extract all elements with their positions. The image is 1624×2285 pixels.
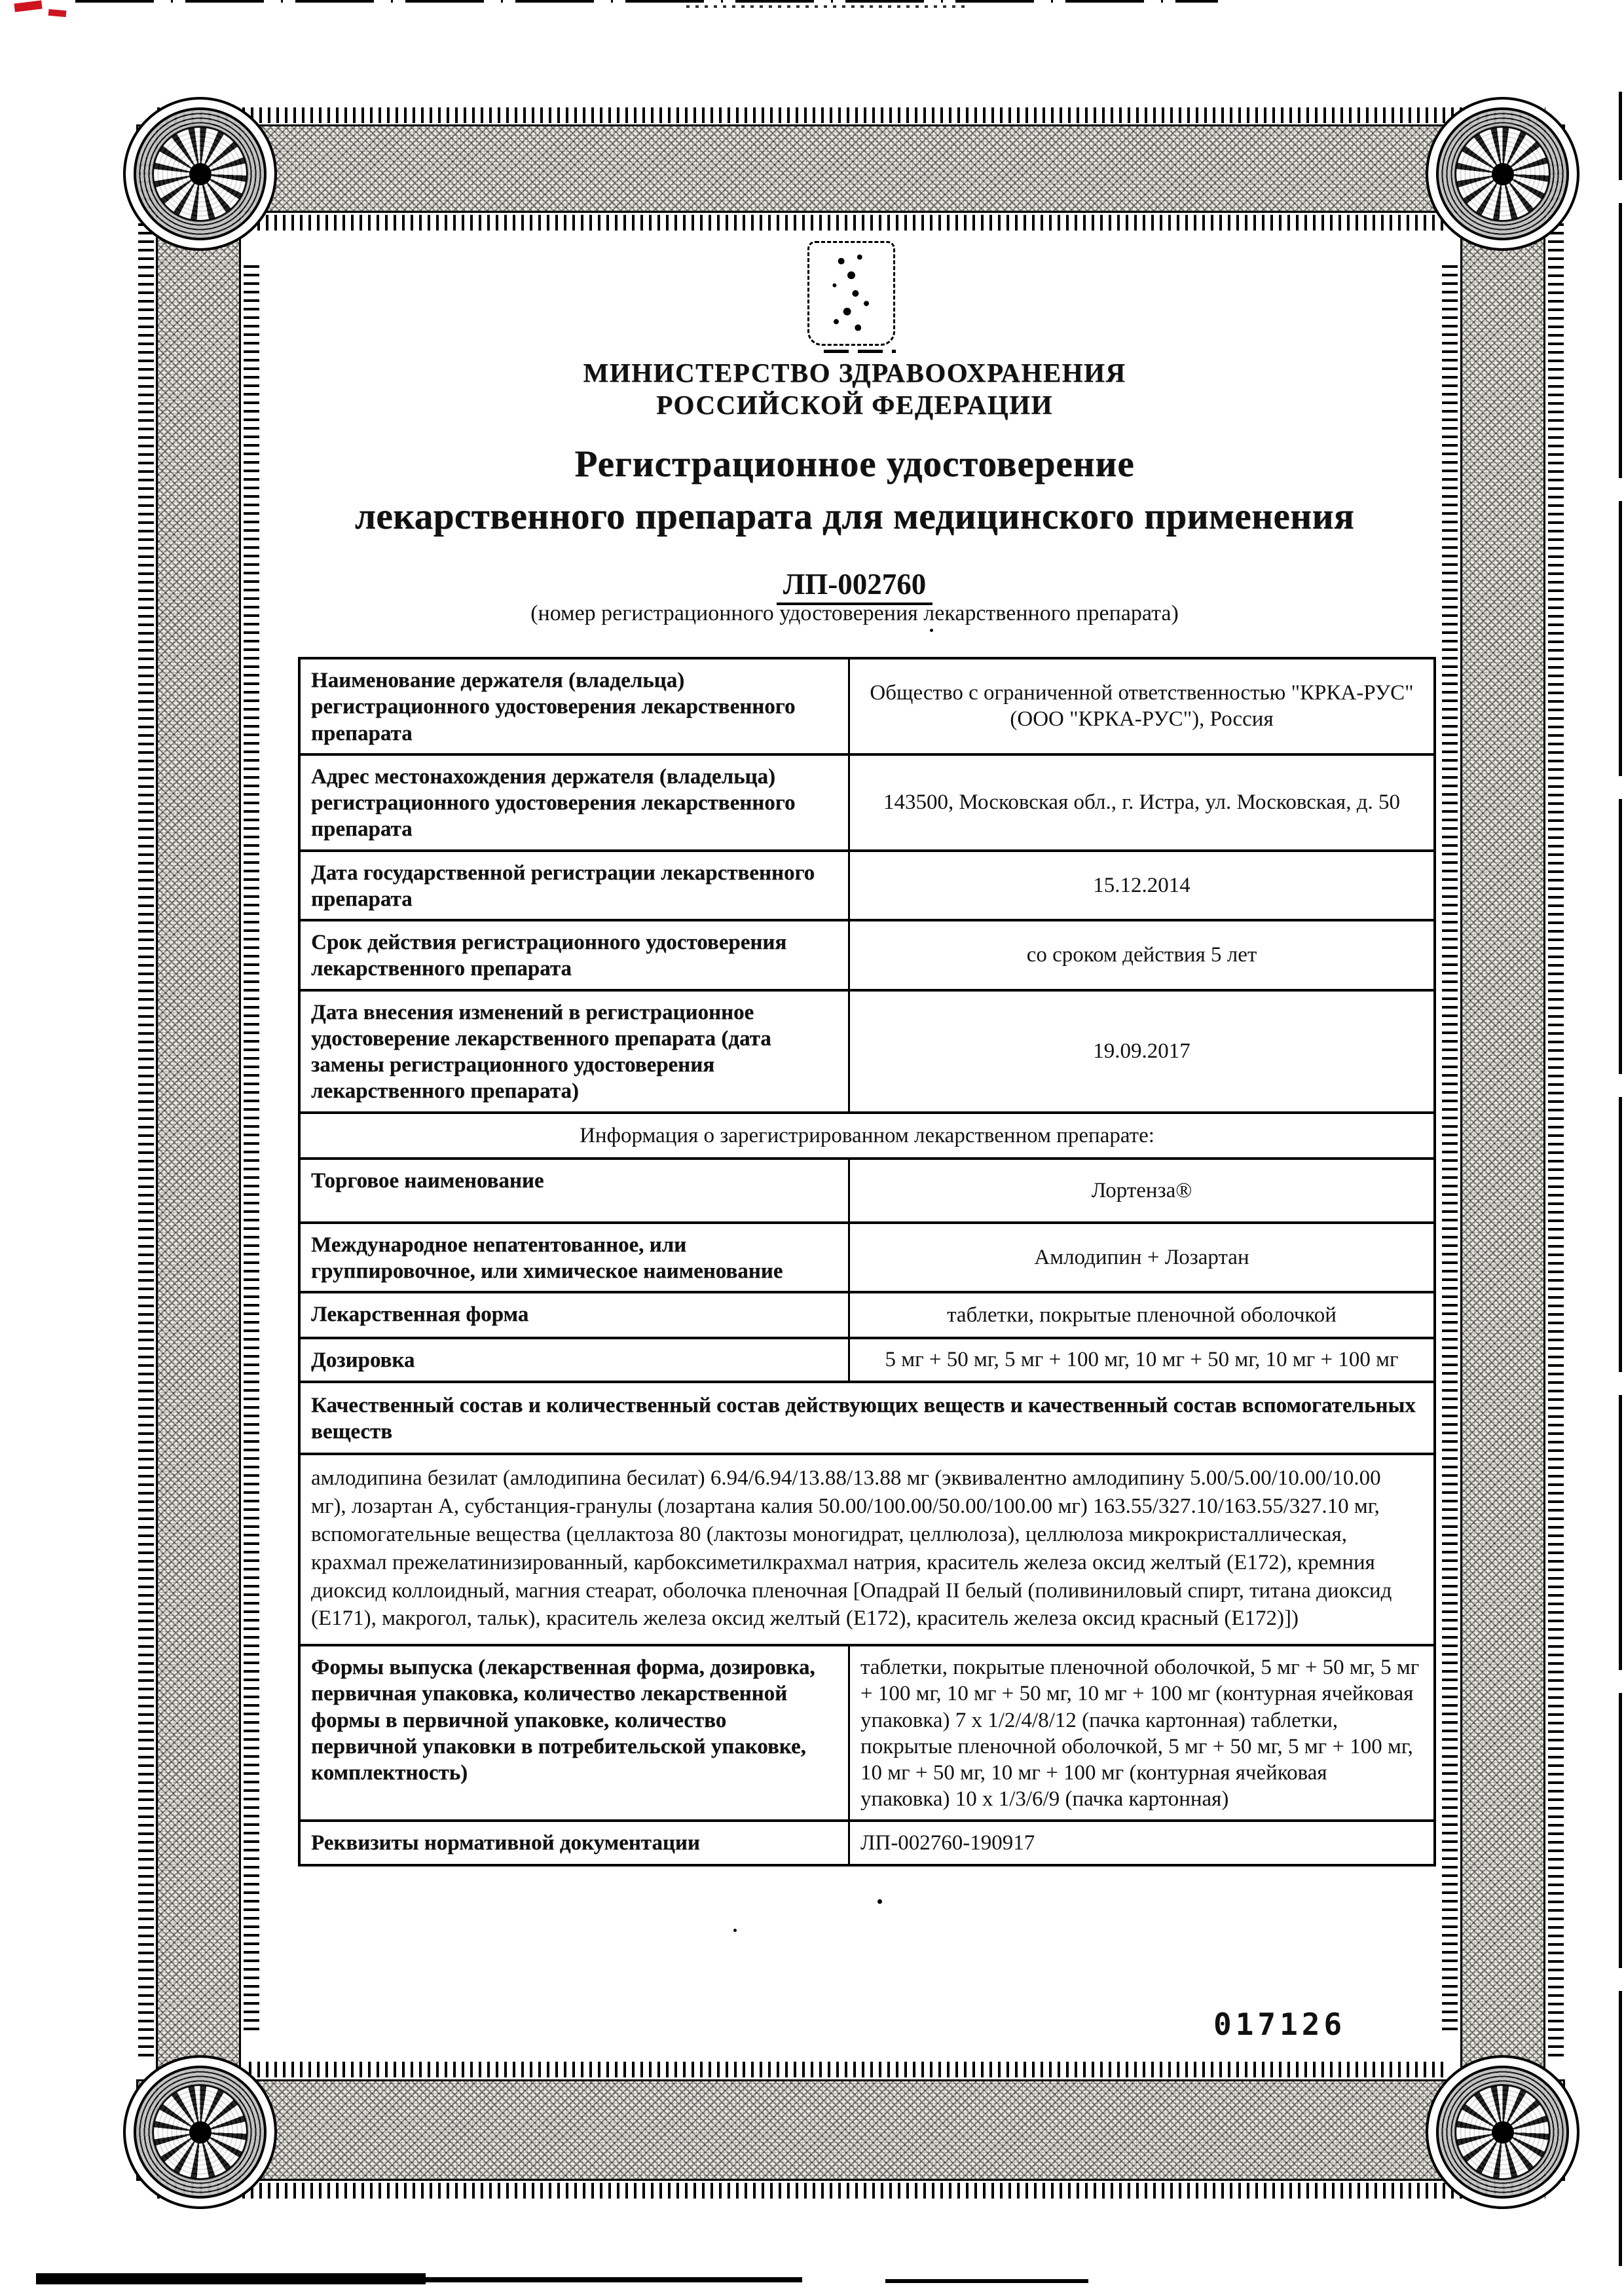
row-label: Дата внесения изменений в регистрационное удостоверение лекарственного препарата (дата замены регистрационного удостоверения лекарственного препарата) (301, 992, 850, 1111)
table-row-composition-text: амлодипина безилат (амлодипина бесилат) 6.94/6.94/13.88/13.88 мг (эквивалентно амлодипину 5.00/5.00/10.00/10.00 мг), лозартан А, субстанция-гранулы (лозартана калия 50.00/100.00/50.00/100.00 мг) 163.55/327.10/163.55/327.10 мг, вспомогательные вещества (целлактоза 80 (лактозы моногидрат, целлюлоза), целлюлоза микрокристаллическая, крахмал прежелатинизированный, карбоксиметилкрахмал натрия, краситель железа оксид желтый (Е172), кремния диоксид коллоидный, магния стеарат, оболочка пленочная [Опадрай II белый (поливиниловый спирт, титана диоксид (Е171), макрогол, тальк), краситель железа оксид желтый (Е172), краситель железа оксид красный (Е172)]) (301, 1453, 1433, 1644)
border-fringe (249, 2062, 1447, 2077)
row-label: Формы выпуска (лекарственная форма, дозировка, первичная упаковка, количество лекарственной формы в первичной упаковке, количество первичной упаковки в потребительской упаковке, комплектность) (301, 1646, 850, 1819)
bottom-edge-scan-bar (426, 2277, 802, 2282)
table-row-release-forms (301, 1644, 1433, 1819)
ornate-border-left (156, 124, 241, 2181)
row-value: 5 мг + 50 мг, 5 мг + 100 мг, 10 мг + 50 мг, 10 мг + 100 мг (885, 1348, 1399, 1372)
row-value: ЛП-002760-190917 (860, 1830, 1035, 1855)
row-value: таблетки, покрытые пленочной оболочкой (947, 1303, 1337, 1328)
row-value: Общество с ограниченной ответственностью "КРКА-РУС" (ООО "КРКА-РУС"), Россия (870, 681, 1414, 732)
ornate-border-right (1460, 124, 1545, 2181)
row-value: 143500, Московская обл., г. Истра, ул. Московская, д. 50 (883, 790, 1401, 814)
border-fringe (249, 215, 1447, 231)
row-label: Торговое наименование (301, 1160, 850, 1221)
corner-rosette-bottom-left (123, 2055, 277, 2209)
form-serial-number: 017126 (1213, 2007, 1346, 2042)
russia-coat-of-arms-icon (807, 241, 895, 346)
scan-speck (733, 1929, 737, 1932)
border-fringe (1442, 262, 1458, 2030)
row-value: таблетки, покрытые пленочной оболочкой, 5 мг + 50 мг, 5 мг + 100 мг, 10 мг + 50 мг, 10 мг + 100 мг (контурная ячейковая упаковка) 7 х 1/2/4/8/12 (пачка картонная) таблетки, покрытые пленочной оболочкой, 5 мг + 50 мг, 5 мг + 100 мг, 10 мг + 50 мг, 10 мг + 100 мг (контурная ячейковая упаковка) 10 х 1/3/6/9 (пачка картонная) (860, 1656, 1420, 1811)
red-ink-mark (48, 9, 67, 17)
table-row-trade-name (301, 1157, 1433, 1221)
table-row-dosage (301, 1337, 1433, 1380)
row-label: Срок действия регистрационного удостоверения лекарственного препарата (301, 921, 850, 989)
document-title-line2: лекарственного препарата для медицинского применения (354, 496, 1355, 537)
right-edge-scan-line (1619, 92, 1622, 2266)
border-fringe (157, 2183, 1545, 2199)
registration-number-caption: (номер регистрационного удостоверения лекарственного препарата) (530, 601, 1179, 625)
table-row-normative-docs (301, 1819, 1433, 1864)
corner-rosette-bottom-right (1426, 2055, 1579, 2209)
scan-speck (930, 629, 933, 632)
row-label: Дозировка (301, 1339, 850, 1380)
ministry-name (268, 357, 1441, 421)
row-label: Наименование держателя (владельца) регистрационного удостоверения лекарственного препарата (301, 659, 850, 753)
row-value: Амлодипин + Лозартан (1034, 1245, 1249, 1269)
row-label: Адрес местонахождения держателя (владельца) регистрационного удостоверения лекарственного препарата (301, 756, 850, 849)
table-row-composition-heading: Качественный состав и количественный состав действующих веществ и качественный состав вспомогательных веществ (301, 1381, 1433, 1453)
row-label: Реквизиты нормативной документации (301, 1822, 850, 1864)
table-row-registration-date (301, 849, 1433, 920)
ministry-name-line2: РОССИЙСКОЙ ФЕДЕРАЦИИ (656, 390, 1053, 420)
top-edge-scan-line (75, 0, 1218, 3)
bottom-edge-scan-bar (36, 2273, 426, 2284)
row-label: Лекарственная форма (301, 1293, 850, 1337)
red-ink-mark (14, 0, 42, 12)
ornate-border-bottom (136, 2079, 1565, 2181)
table-row-validity-period (301, 919, 1433, 989)
emblem-scan-fragment (824, 350, 896, 353)
corner-rosette-top-left (123, 97, 277, 251)
table-row-dosage-form (301, 1291, 1433, 1337)
corner-rosette-top-right (1426, 97, 1579, 251)
registration-number: ЛП-002760 (268, 567, 1441, 605)
border-fringe (244, 262, 259, 2030)
table-row-holder-name (301, 659, 1433, 753)
ornate-border-top (136, 124, 1565, 213)
border-fringe (138, 157, 154, 2056)
scan-speck (877, 1899, 882, 1904)
table-row-inn-name (301, 1221, 1433, 1291)
row-label: Дата государственной регистрации лекарственного препарата (301, 852, 850, 920)
table-row-info-heading: Информация о зарегистрированном лекарственном препарате: (301, 1111, 1433, 1157)
top-edge-scan-dots (686, 5, 968, 8)
details-table (298, 657, 1436, 1867)
bottom-edge-scan-bar (885, 2279, 1088, 2283)
border-fringe (157, 107, 1545, 123)
row-label: Международное непатентованное, или группировочное, или химическое наименование (301, 1224, 850, 1291)
row-value: 15.12.2014 (1093, 873, 1190, 897)
row-value: Лортенза® (1091, 1178, 1192, 1202)
row-value: со сроком действия 5 лет (1026, 943, 1257, 967)
table-row-holder-address (301, 753, 1433, 849)
ministry-name-line1: МИНИСТЕРСТВО ЗДРАВООХРАНЕНИЯ (583, 358, 1126, 388)
border-fringe (1548, 157, 1564, 2056)
row-value: 19.09.2017 (1093, 1039, 1190, 1063)
table-row-amendment-date (301, 989, 1433, 1111)
document-title-line1: Регистрационное удостоверение (574, 443, 1135, 485)
